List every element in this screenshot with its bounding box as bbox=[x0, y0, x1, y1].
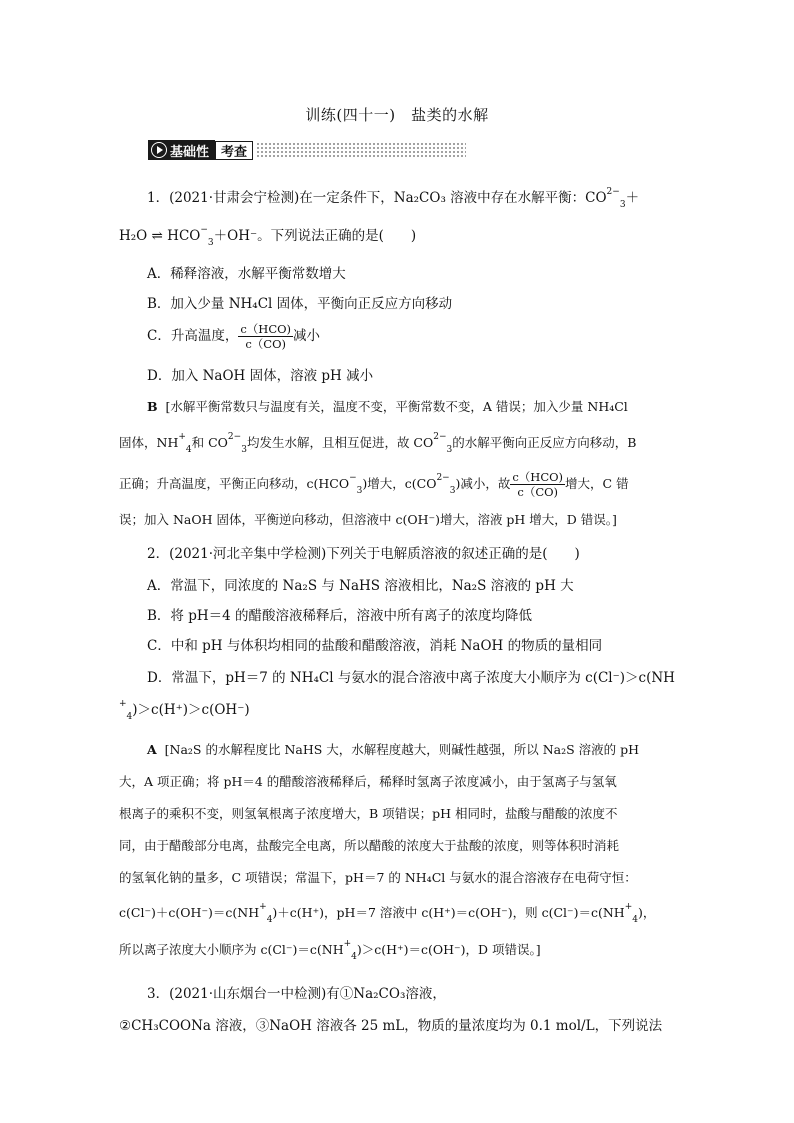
q2-option-c: C．中和 pH 与体积均相同的盐酸和醋酸溶液，消耗 NaOH 的物质的量相同 bbox=[147, 638, 603, 654]
q1-option-b: B．加入少量 NH₄Cl 固体，平衡向正反应方向移动 bbox=[147, 296, 453, 312]
q2-answer-line2: 大，A 项正确；将 pH＝4 的醋酸溶液稀释后，稀释时氢离子浓度减小，由于氢离子与氢氧 bbox=[119, 774, 617, 789]
q2-option-d-line1: D．常温下，pH＝7 的 NH₄Cl 与氨水的混合溶液中离子浓度大小顺序为 c(Cl⁻)＞c(NH bbox=[147, 670, 675, 686]
q1-answer-line3: 正确；升高温度，平衡正向移动，$c(HCO^-_3)$增大，$c(CO^{2-}_3)$减小，故 $\frac{\text{c（HCO)}}{c(CO)}$ 增大，C 错 bbox=[119, 470, 629, 499]
banner-right-label: 考查 bbox=[215, 141, 253, 160]
q2-option-d-line2: +$_4$)＞c(H⁺)＞c(OH⁻) bbox=[119, 699, 250, 722]
banner-basic bbox=[148, 140, 215, 160]
q1-option-d: D．加入 NaOH 固体，溶液 pH 减小 bbox=[147, 368, 374, 384]
page-title: 训练(四十一) 盐类的水解 bbox=[305, 106, 489, 124]
dotted-pattern bbox=[256, 142, 466, 158]
banner-left-label: 基础性 bbox=[170, 144, 210, 160]
section-banner bbox=[148, 140, 466, 160]
q2-option-a: A．常温下，同浓度的 Na₂S 与 NaHS 溶液相比，Na₂S 溶液的 pH 大 bbox=[147, 578, 574, 594]
q1-answer-line1: B [水解平衡常数只与温度有关，温度不变，平衡常数不变，A 错误；加入少量 NH₄Cl bbox=[147, 399, 628, 414]
q1-answer-line2: 固体，$NH^+_4$和 $CO^{2-}_3$均发生水解，且相互促进，故 $CO^{2-}_3$的水解平衡向正反应方向移动，B bbox=[119, 432, 637, 455]
q2-answer-line7: 所以离子浓度大小顺序为 $c(Cl^-)=c(NH^+_4)>c(H^+)=c(OH^-)$，D 项错误。] bbox=[119, 939, 541, 962]
q2-answer-line4: 同，由于醋酸部分电离，盐酸完全电离，所以醋酸的浓度大于盐酸的浓度，则等体积时消耗 bbox=[119, 838, 620, 853]
fraction: $\frac{\text{c（HCO)}}{c(CO)}$ bbox=[512, 470, 564, 499]
play-icon bbox=[151, 142, 167, 158]
q1-answer-line4: 误；加入 NaOH 固体，平衡逆向移动，但溶液中 c(OH⁻)增大，溶液 pH 增大，D 错误。] bbox=[119, 512, 617, 527]
q1-option-a: A．稀释溶液，水解平衡常数增大 bbox=[147, 266, 346, 282]
q1-option-c: C．升高温度， $\frac{\text{c（HCO)}}{c(CO)}$ 减小 bbox=[147, 322, 321, 351]
q2-answer-line5: 的氢氧化钠的量多，C 项错误；常温下，pH＝7 的 NH₄Cl 与氨水的混合溶液存在电荷守恒： bbox=[119, 870, 637, 885]
q2-option-b: B．将 pH＝4 的醋酸溶液稀释后，溶液中所有离子的浓度均降低 bbox=[147, 608, 533, 624]
q2-answer-line6: $c(Cl^-)+c(OH^-)=c(NH^+_4)+c(H^+)$，pH＝7 溶液中 c(H⁺)＝c(OH⁻)，则 $c(Cl^-)=c(NH^+_4)$， bbox=[119, 902, 656, 925]
q3-stem-line2: ②CH₃COONa 溶液，③NaOH 溶液各 25 mL，物质的量浓度均为 0.1 mol/L，下列说法 bbox=[119, 1018, 663, 1034]
equilibrium-arrow-icon: ⇌ bbox=[147, 228, 168, 244]
q2-answer-line1: A [Na₂S 的水解程度比 NaHS 大，水解程度越大，则碱性越强，所以 Na₂S 溶液的 pH bbox=[147, 742, 640, 757]
q1-stem-line1: 1．(2021·甘肃会宁检测)在一定条件下，Na₂CO₃ 溶液中存在水解平衡：$CO^{2-}_3+$ bbox=[147, 187, 640, 210]
fraction: $\frac{\text{c（HCO)}}{c(CO)}$ bbox=[240, 322, 292, 351]
q1-stem-line2: H₂O ⇌ $HCO^-_3+OH^-$。下列说法正确的是( ) bbox=[119, 225, 417, 248]
q2-stem: 2．(2021·河北辛集中学检测)下列关于电解质溶液的叙述正确的是( ) bbox=[147, 546, 580, 562]
q2-answer-line3: 根离子的乘积不变，则氢氧根离子浓度增大，B 项错误；pH 相同时，盐酸与醋酸的浓度不 bbox=[119, 806, 618, 821]
q3-stem-line1: 3．(2021·山东烟台一中检测)有①Na₂CO₃溶液， bbox=[147, 986, 446, 1002]
